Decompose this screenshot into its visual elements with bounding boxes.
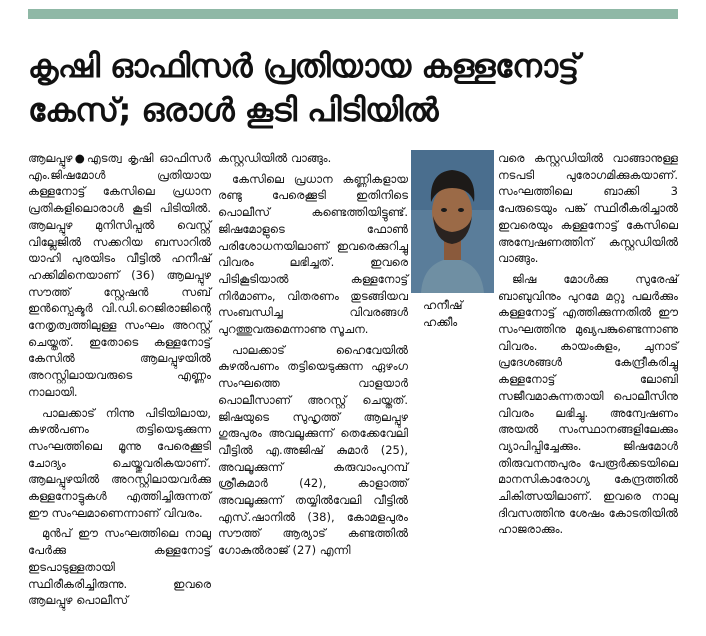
article-paragraph: കസ്റ്റഡിയിൽ വാങ്ങും. <box>218 151 332 165</box>
article-paragraph: ജിഷ മോൾക്കു സുരേഷ് ബാബുവിനും പുറമേ മറ്റു പലർക്കും കള്ളനോട്ട് എത്തിക്കുന്നതിൽ ഈ സംഘത്തിനു മുഖ്യപങ്കുണ്ടെന്നാണു വിവരം. കായംകുളം, ചുനാട് പ്രദേശങ്ങൾ കേന്ദ്രീകരിച്ചു കള്ളനോട്ട് ലോബി സജീവമാകുന്നതായി പൊലീസിനു വിവരം ലഭിച്ചു. അന്വേഷണം അയൽ സംസ്ഥാനങ്ങളിലേക്കും വ്യാപിപ്പിച്ചേക്കും. ജിഷമോൾ തിരുവനന്തപുരം പേരൂർക്കടയിലെ മാനസികാരോഗ്യ കേന്ദ്രത്തിൽ ചികിത്സയിലാണ്. ഇവരെ നാലു ദിവസത്തിനു ശേഷം കോടതിയിൽ ഹാജരാക്കും. <box>498 271 678 537</box>
article-paragraph <box>28 150 211 401</box>
article-column-1 <box>28 150 211 613</box>
article-paragraph: മുൻപ് ഈ സംഘത്തിലെ നാലു പേർക്കു കള്ളനോട്ട് ഇടപാടുള്ളതായി സ്ഥിരീകരിച്ചിരുന്നു. ഇവരെ ആലപ്പുഴ പൊലീസ് <box>28 526 211 608</box>
article-paragraph: പാലക്കാട് നിന്നു പിടിയിലായ, കുഴൽപണം തട്ടിയെടുക്കുന്ന സംഘത്തിലെ മൂന്നു പേരെക്കൂടി ചോദ്യം ചെയ്തുവരികയാണ്. ആലപ്പുഴയിൽ അറസ്റ്റിലായവർക്കു കള്ളനോട്ടുകൾ എത്തിച്ചിരുന്നത് ഈ സംഘമാണെന്നാണ് വിവരം. <box>28 405 211 520</box>
article-paragraph: പാലക്കാട് ഹൈവേയിൽ കുഴൽപണം തട്ടിയെടുക്കുന്ന ഏഴംഗ സംഘത്തെ വാളയാർ പൊലീസാണ് അറസ്റ്റ് ചെയ്തത്. ജിഷയുടെ സുഹൃത്ത് ആലപ്പുഴ ഗുരുപുരം അവലൂക്കുന്ന് തെക്കേവേലി വീട്ടിൽ എ.അജിഷ് കുമാർ (25), അവലൂക്കുന്ന് കരുവാംപുറമ്പ് ശ്രീകുമാർ (42), കാളാത്ത് അവലൂക്കുന്ന് തയ്യിൽവേലി വീട്ടിൽ എസ്.ഷാനിൽ (38), കോമളപുരം സൗത്ത് ആര്യാട് കണ്ടത്തിൽ ഗോകുൽരാജ് (27) എന്നി <box>218 342 408 558</box>
headline-line-2: കേസ്; ഒരാൾ കൂടി പിടിയിൽ <box>28 91 438 129</box>
dateline-bullet: ● <box>72 151 87 165</box>
headline-line-1: കൃഷി ഓഫിസർ പ്രതിയായ കള്ളനോട്ട് <box>28 47 579 85</box>
headline <box>28 44 678 132</box>
portrait-illustration <box>411 150 494 293</box>
portrait-photo <box>411 150 494 293</box>
photo-caption <box>423 297 493 331</box>
caption-line-2: ഹക്കീം <box>423 315 458 329</box>
dateline: ആലപ്പുഴ <box>28 151 73 165</box>
article-paragraph: വരെ കസ്റ്റഡിയിൽ വാങ്ങാനുള്ള നടപടി പുരോഗമിക്കുകയാണ്. സംഘത്തിലെ ബാക്കി 3 പേരുടെയും പങ്ക് സ്ഥിരീകരിച്ചാൽ ഇവരെയും കള്ളനോട്ട് കേസിലെ അന്വേഷണത്തിന് കസ്റ്റഡിയിൽ വാങ്ങും. <box>498 151 678 266</box>
paragraph-text: എടത്വ കൃഷി ഓഫിസർ എം.ജിഷമോൾ പ്രതിയായ കള്ളനോട്ട് കേസിലെ പ്രധാന പ്രതികളിലൊരാൾ കൂടി പിടിയിൽ. ആലപ്പുഴ മുനിസിപ്പൽ വെസ്റ്റ് വില്ലേജിൽ സക്കറിയ ബസാറിൽ യാഹി പുരയിടം വീട്ടിൽ ഹനീഷ് ഹക്കിമിനെയാണ് (36) ആലപ്പുഴ സൗത്ത് സ്റ്റേഷൻ സബ് ഇൻസ്പെക്ടർ വി.ഡി.റെജിരാജിന്റെ നേതൃത്വത്തിലുള്ള സംഘം അറസ്റ്റ് ചെയ്തത്. ഇതോടെ കള്ളനോട്ട് കേസിൽ ആലപ്പുഴയിൽ അറസ്റ്റിലായവരുടെ എണ്ണം നാലായി. <box>28 151 211 399</box>
top-color-bar <box>28 9 678 19</box>
article-column-3 <box>498 150 678 542</box>
caption-line-1: ഹനീഷ് <box>423 298 463 312</box>
article-column-2 <box>218 150 408 563</box>
article-paragraph: കേസിലെ പ്രധാന കണ്ണികളായ രണ്ടു പേരെക്കൂടി ഇതിനിടെ പൊലീസ് കണ്ടെത്തിയിട്ടുണ്ട്. ജിഷമോളുടെ ഫോൺ പരിശോധനയിലാണ് ഇവരെക്കുറിച്ചു വിവരം ലഭിച്ചത്. ഇവരെ പിടികൂടിയാൽ കള്ളനോട്ട് നിർമാണം, വിതരണം തുടങ്ങിയവ സംബന്ധിച്ച വിവരങ്ങൾ പുറത്തുവരുമെന്നാണു സൂചന. <box>218 171 408 337</box>
